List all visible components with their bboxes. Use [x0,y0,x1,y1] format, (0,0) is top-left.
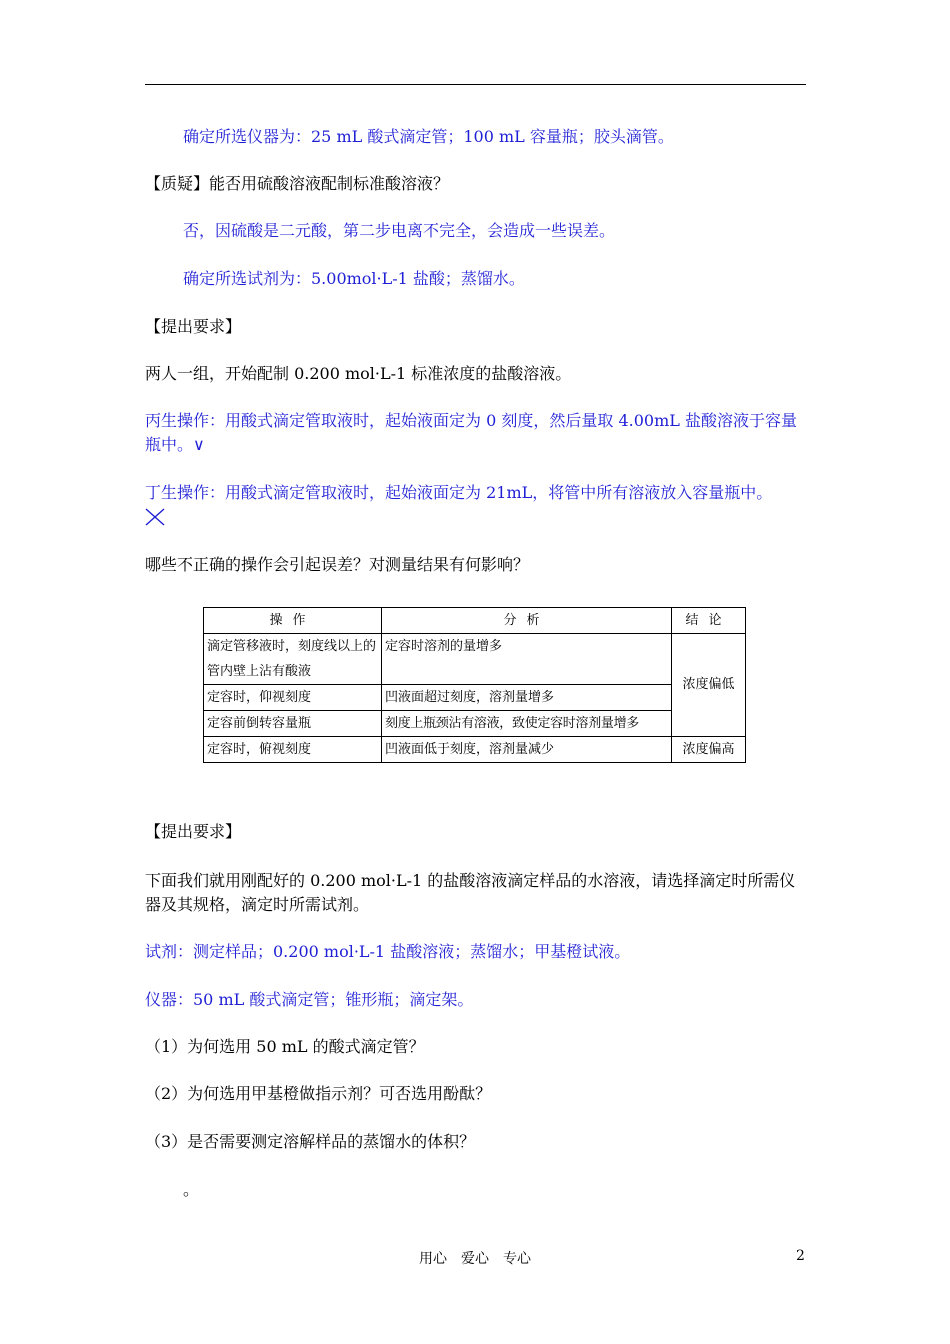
question-sulfuric-acid: 【质疑】能否用硫酸溶液配制标准酸溶液？ [145,174,450,193]
row-operation: 定容时，俯视刻度 [204,737,382,763]
table-row [204,737,746,763]
header-conclusion: 结论 [672,608,746,634]
header-analysis: 分析 [382,608,672,634]
answer-sulfuric-acid: 否，因硫酸是二元酸，第二步电离不完全，会造成一些误差。 [183,221,616,240]
row-analysis: 凹液面低于刻度，溶剂量减少 [382,737,672,763]
page-number: 2 [796,1248,805,1264]
table-row [204,685,746,711]
reagents-line: 试剂：测定样品；0.200 mol·L-1 盐酸溶液；蒸馏水；甲基橙试液。 [145,942,631,961]
row-analysis: 定容时溶剂的量增多 [382,634,672,685]
row-analysis: 刻度上瓶颈沾有溶液，致使定容时溶剂量增多 [382,711,672,737]
task-titration: 下面我们就用刚配好的 0.200 mol·L-1 的盐酸溶液滴定样品的水溶液，请选择滴定时所需仪器及其规格，滴定时所需试剂。 [145,871,796,914]
row-analysis: 凹液面超过刻度，溶剂量增多 [382,685,672,711]
wrong-mark-icon [145,508,165,526]
footer-motto: 用心 爱心 专心 [419,1251,531,1267]
table-row [204,711,746,737]
table-header-row [204,608,746,634]
row-operation: 定容时，仰视刻度 [204,685,382,711]
row-operation: 滴定管移液时，刻度线以上的管内壁上沾有酸液 [204,634,382,685]
merged-conclusion: 浓度偏低 [672,634,746,737]
header-operation: 操作 [204,608,382,634]
operation-ding: 丁生操作：用酸式滴定管取液时，起始液面定为 21mL，将管中所有溶液放入容量瓶中。 [145,483,773,502]
question-a: （1）为何选用 50 mL 的酸式滴定管？ [145,1037,425,1056]
error-analysis-table [203,607,746,763]
reagent-chosen-line: 确定所选试剂为：5.00mol·L-1 盐酸；蒸馏水。 [183,269,525,288]
row-operation: 定容前倒转容量瓶 [204,711,382,737]
row-conclusion: 浓度偏高 [672,737,746,763]
heading-requirements-2: 【提出要求】 [145,822,242,841]
task-prepare-solution: 两人一组，开始配制 0.200 mol·L-1 标准浓度的盐酸溶液。 [145,364,572,383]
question-c: （3）是否需要测定溶解样品的蒸馏水的体积？ [145,1132,476,1151]
table-row [204,634,746,685]
heading-requirements-1: 【提出要求】 [145,317,242,336]
trailing-mark: 。 [183,1180,200,1199]
header-rule [145,84,806,85]
instruments-line: 仪器：50 mL 酸式滴定管；锥形瓶；滴定架。 [145,990,474,1009]
instruments-chosen-line: 确定所选仪器为：25 mL 酸式滴定管；100 mL 容量瓶；胶头滴管。 [183,127,674,146]
question-errors: 哪些不正确的操作会引起误差？对测量结果有何影响？ [145,555,530,574]
question-b: （2）为何选用甲基橙做指示剂？可否选用酚酞？ [145,1084,492,1103]
operation-bing: 丙生操作：用酸式滴定管取液时，起始液面定为 0 刻度，然后量取 4.00mL 盐酸溶液于容量瓶中。∨ [145,411,797,454]
